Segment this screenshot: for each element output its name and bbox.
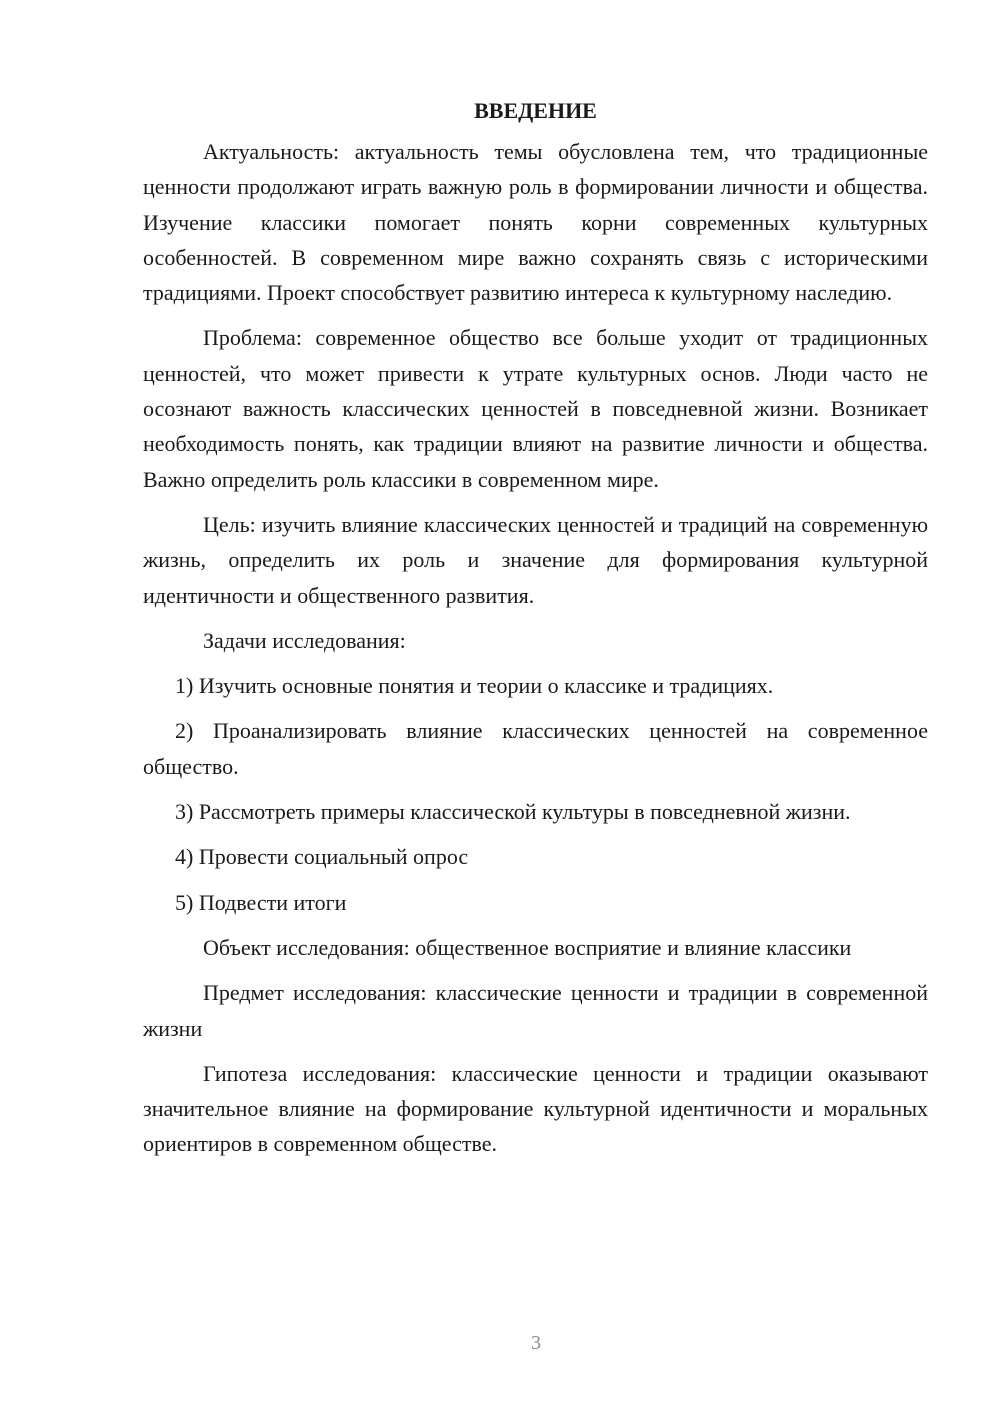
paragraph-object: Объект исследования: общественное восприятие и влияние классики [203,934,852,960]
paragraph-relevance: Актуальность: актуальность темы обусловлена тем, что традиционные ценности продолжают играть важную роль в формировании личности и общества. Изучение классики помогает понять корни современных культурных особенностей. В современном мире важно сохранять связь с историческими традициями. Проект способствует развитию интереса к культурному наследию. [143,139,928,306]
task-item-5: 5) Подвести итоги [175,889,347,915]
tasks-heading: Задачи исследования: [203,627,406,653]
task-item-2: 2) Проанализировать влияние классических ценностей на современное общество. [143,718,928,779]
paragraph-problem: Проблема: современное общество все больше уходит от традиционных ценностей, что может привести к утрате культурных основ. Люди часто не осознают важность классических ценностей в повседневной жизни. Возникает необходимость понять, как традиции влияют на развитие личности и общества. Важно определить роль классики в современном мире. [143,325,928,492]
paragraph-subject: Предмет исследования: классические ценности и традиции в современной жизни [143,980,928,1041]
page-title: ВВЕДЕНИЕ [474,98,597,123]
page-number: 3 [531,1332,541,1354]
task-item-1: 1) Изучить основные понятия и теории о классике и традициях. [175,673,774,699]
task-item-4: 4) Провести социальный опрос [175,844,469,870]
paragraph-hypothesis: Гипотеза исследования: классические ценности и традиции оказывают значительное влияние на формирование культурной идентичности и моральных ориентиров в современном обществе. [143,1060,928,1157]
document-page [143,93,928,1172]
task-item-3: 3) Рассмотреть примеры классической культуры в повседневной жизни. [175,799,851,825]
paragraph-goal: Цель: изучить влияние классических ценностей и традиций на современную жизнь, определить их роль и значение для формирования культурной идентичности и общественного развития. [143,511,928,608]
